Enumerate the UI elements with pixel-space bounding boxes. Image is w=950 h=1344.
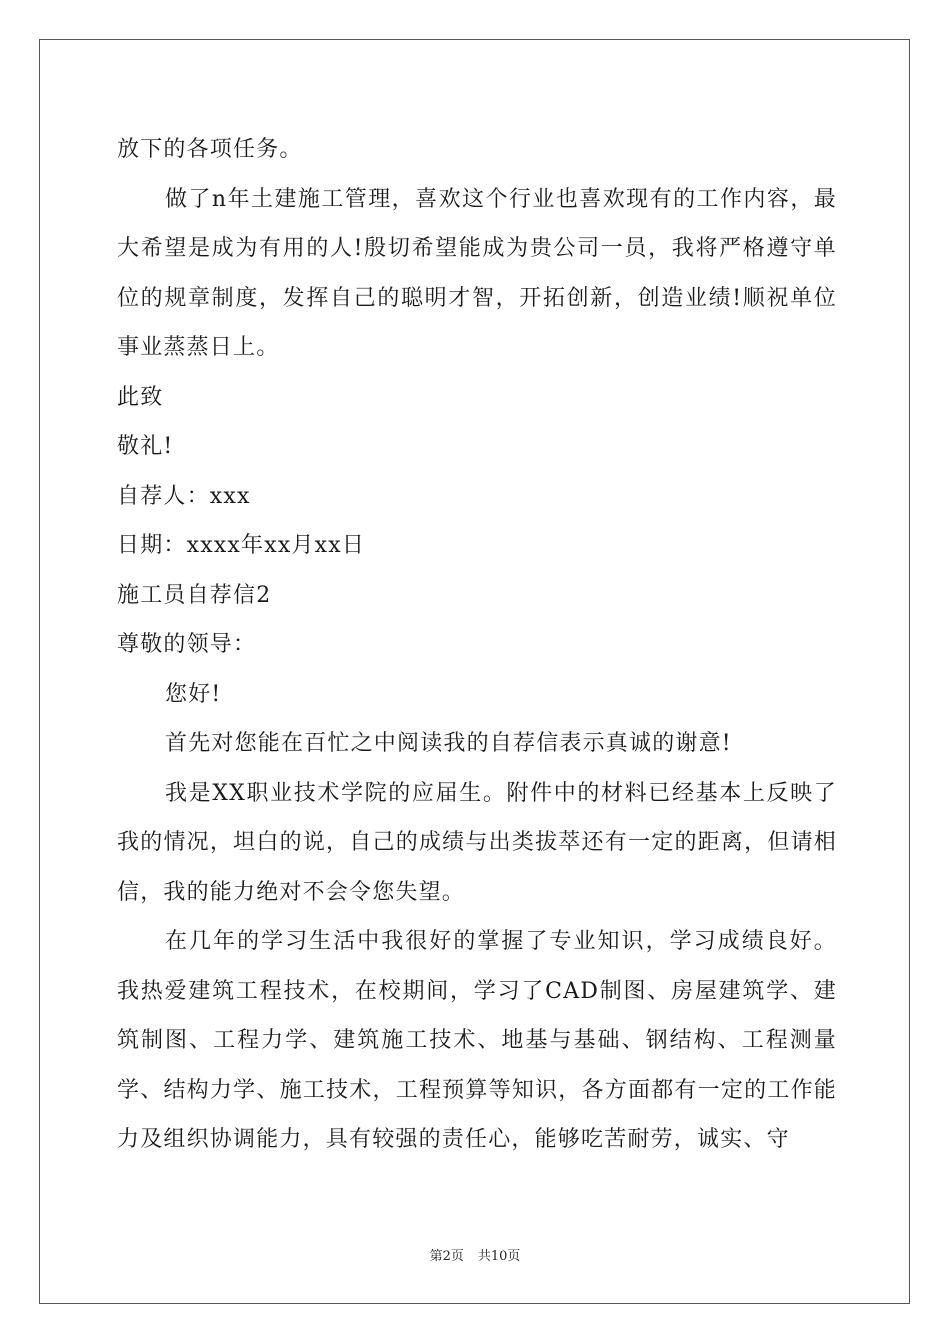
section-heading: 施工员自荐信2 <box>117 582 272 608</box>
salutation: 尊敬的领导： <box>117 632 257 657</box>
signature-line: 自荐人：xxx <box>117 483 251 509</box>
paragraph: 放下的各项任务。 <box>117 137 303 162</box>
date-line: 日期：xxxx年xx月xx日 <box>117 533 366 558</box>
paragraph: 首先对您能在百忙之中阅读我的自荐信表示真诚的谢意! <box>165 731 732 756</box>
closing-salutation: 此致 <box>117 384 164 410</box>
paragraph: 在几年的学习生活中我很好的掌握了专业知识，学习成绩良好。我热爱建筑工程技术，在校期间，学习了CAD制图、房屋建筑学、建筑制图、工程力学、建筑施工技术、地基与基础、钢结构、工程测量学、结构力学、施工技术，工程预算等知识，各方面都有一定的工作能力及组织协调能力，具有较强的责任心，能够吃苦耐劳，诚实、守 <box>117 929 837 1152</box>
greeting: 您好! <box>165 681 222 707</box>
page-total: 共10页 <box>477 1249 521 1264</box>
page-footer <box>0 1245 950 1264</box>
paragraph: 做了n年土建施工管理，喜欢这个行业也喜欢现有的工作内容，最大希望是成为有用的人!殷切希望能成为贵公司一员，我将严格遵守单位的规章制度，发挥自己的聪明才智，开拓创新，创造业绩!顺祝单位事业蒸蒸日上。 <box>117 186 837 360</box>
page-number: 第2页 <box>429 1249 464 1264</box>
closing-regards: 敬礼! <box>117 434 174 459</box>
paragraph: 我是XX职业技术学院的应届生。附件中的材料已经基本上反映了我的情况，坦白的说，自己的成绩与出类拔萃还有一定的距离，但请相信，我的能力绝对不会令您失望。 <box>117 780 837 905</box>
document-body <box>117 125 837 1165</box>
